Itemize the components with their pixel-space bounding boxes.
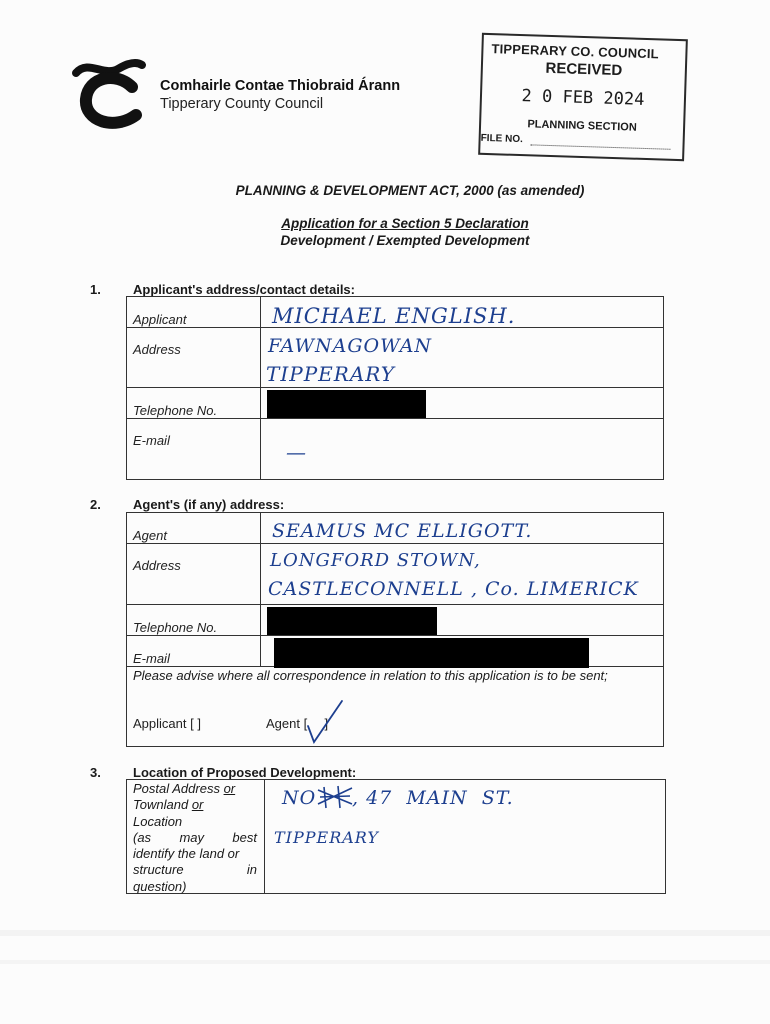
applicant-label: Applicant [133, 312, 187, 327]
location-label [133, 781, 257, 895]
agent-name-handwritten: SEAMUS MC ELLIGOTT. [272, 520, 533, 542]
label-question: question) [133, 878, 187, 894]
scan-artifact [0, 960, 770, 964]
section-2-number: 2. [90, 497, 101, 512]
location-line1-street: , 47 MAIN ST. [352, 787, 514, 809]
section-3-heading: Location of Proposed Development: [133, 765, 357, 780]
label-location: Location [133, 813, 183, 829]
section-1-number: 1. [90, 282, 101, 297]
stamp-council: TIPPERARY CO. COUNCIL [491, 41, 660, 62]
agent-address-line1: LONGFORD STOWN, [270, 550, 481, 571]
act-title: PLANNING & DEVELOPMENT ACT, 2000 (as amended) [235, 183, 585, 198]
agent-address-line2: CASTLECONNELL , Co. LIMERICK [268, 578, 639, 600]
application-title: Application for a Section 5 Declaration [281, 216, 529, 231]
org-name-irish: Comhairle Contae Thiobraid Árann [160, 78, 401, 94]
section-3-number: 3. [90, 765, 101, 780]
section-2-heading: Agent's (if any) address: [133, 497, 285, 512]
stamp-file-no-line [530, 144, 670, 149]
applicant-name-handwritten: MICHAEL ENGLISH. [272, 304, 516, 328]
correspondence-instruction: Please advise where all correspondence in relation to this application is to be sent; [133, 668, 608, 683]
agent-telephone-label: Telephone No. [133, 620, 218, 635]
section-1-heading: Applicant's address/contact details: [133, 282, 355, 297]
label-may: may [179, 829, 205, 845]
applicant-option-checkbox[interactable]: Applicant [ ] [133, 716, 201, 731]
address-label: Address [133, 342, 181, 357]
stamp-section: PLANNING SECTION [527, 118, 637, 134]
location-line1-prefix: NO [282, 787, 317, 809]
received-stamp [478, 33, 688, 161]
agent-email-redaction [274, 638, 589, 668]
applicant-address-line1: FAWNAGOWAN [268, 335, 433, 357]
location-line2: TIPPERARY [274, 828, 379, 847]
label-in: in [246, 862, 257, 878]
application-subtitle: Development / Exempted Development [280, 233, 530, 248]
telephone-redaction [267, 390, 426, 418]
label-identify: identify the land or [133, 846, 240, 862]
stamp-file-no: FILE NO. [480, 132, 524, 146]
label-or: or [223, 781, 236, 796]
agent-option-close: ] [324, 716, 329, 731]
scribbled-out-text [316, 784, 354, 810]
applicant-email-field[interactable] [261, 419, 664, 480]
agent-option-label: Agent [ [266, 716, 308, 731]
agent-address-label: Address [133, 558, 181, 573]
agent-email-label: E-mail [133, 651, 170, 666]
scan-artifact [0, 930, 770, 936]
label-townland: Townland [133, 797, 189, 813]
label-as: (as [133, 829, 152, 845]
org-name-english: Tipperary County Council [160, 96, 324, 112]
label-structure: structure [133, 862, 184, 878]
applicant-email-value: — [286, 440, 307, 464]
email-label: E-mail [133, 433, 170, 448]
label-postal-address: Postal Address [133, 781, 220, 796]
agent-label: Agent [133, 528, 167, 543]
agent-telephone-redaction [267, 607, 437, 635]
telephone-label: Telephone No. [133, 403, 218, 418]
label-best: best [232, 829, 257, 845]
council-logo [70, 55, 150, 133]
agent-tick-mark [300, 698, 350, 748]
applicant-address-line2: TIPPERARY [266, 362, 395, 386]
label-or: or [191, 797, 204, 813]
stamp-date: 2 0 FEB 2024 [521, 86, 645, 110]
stamp-received: RECEIVED [545, 59, 623, 80]
